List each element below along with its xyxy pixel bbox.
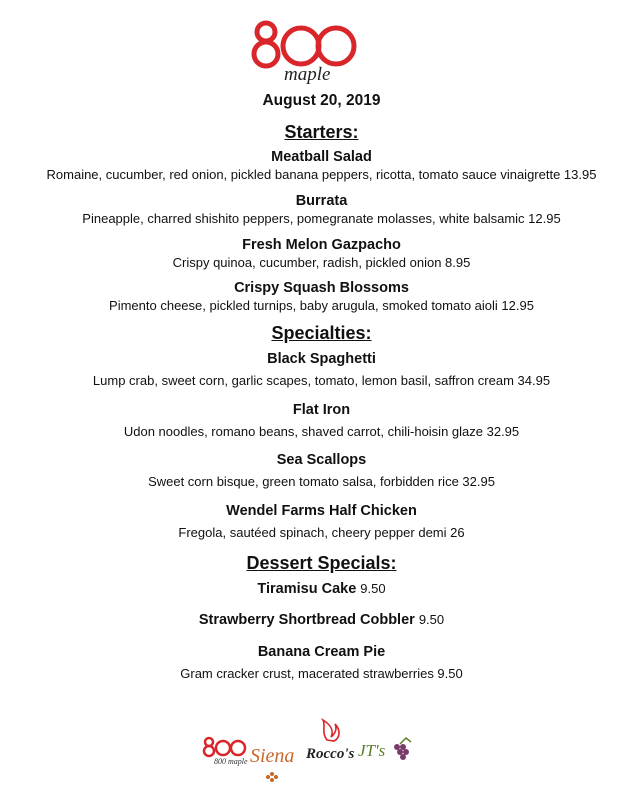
dish-name: Wendel Farms Half Chicken <box>226 503 417 519</box>
800-maple-logo <box>248 20 368 86</box>
grape-cluster-icon <box>394 744 409 760</box>
dish-description: Gram cracker crust, macerated strawberries 9.50 <box>180 666 463 681</box>
svg-text:800 maple: 800 maple <box>214 757 248 766</box>
dish-name: Meatball Salad <box>271 149 372 165</box>
dish-description: Udon noodles, romano beans, shaved carrot, chili-hoisin glaze 32.95 <box>123 424 520 439</box>
dish-description: Pineapple, charred shishito peppers, pomegranate molasses, white balsamic 12.95 <box>82 211 561 226</box>
dish-description: Lump crab, sweet corn, garlic scapes, tomato, lemon basil, saffron cream 34.95 <box>92 373 551 388</box>
siena-flower-icon <box>266 772 278 782</box>
roccos-logo: Rocco's <box>306 746 355 762</box>
dessert-item <box>0 581 643 597</box>
dish-description: Crispy quinoa, cucumber, radish, pickled onion 8.95 <box>172 255 471 270</box>
dish-description: Romaine, cucumber, red onion, pickled banana peppers, ricotta, tomato sauce vinaigrette 13.95 <box>46 167 597 182</box>
800-maple-small-logo <box>204 738 245 756</box>
dish-description: Sweet corn bisque, green tomato salsa, forbidden rice 32.95 <box>148 474 495 489</box>
dish-description: Pimento cheese, pickled turnips, baby arugula, smoked tomato aioli 12.95 <box>109 298 534 313</box>
dish-name: Strawberry Shortbread Cobbler <box>198 612 415 628</box>
svg-text:maple: maple <box>284 64 331 85</box>
section-heading-starters: Starters: <box>284 122 359 142</box>
dessert-item <box>0 612 643 628</box>
flame-icon <box>323 720 339 741</box>
section-heading-specialties: Specialties: <box>271 323 372 343</box>
siena-logo: Siena <box>250 745 295 767</box>
dish-name: Flat Iron <box>292 402 351 418</box>
dish-name: Sea Scallops <box>276 452 367 468</box>
dish-name: Crispy Squash Blossoms <box>234 280 409 296</box>
jts-logo: JT's <box>358 741 386 760</box>
dish-name: Tiramisu Cake <box>257 581 357 597</box>
dish-name: Black Spaghetti <box>267 351 376 367</box>
menu-date: August 20, 2019 <box>262 92 381 109</box>
dish-name: Fresh Melon Gazpacho <box>242 237 401 253</box>
dish-description: Fregola, sautéed spinach, cheery pepper demi 26 <box>178 525 465 540</box>
section-heading-desserts: Dessert Specials: <box>246 553 397 573</box>
dish-name: Burrata <box>295 193 348 209</box>
grape-leaf-icon <box>400 738 411 744</box>
restaurant-group-logos <box>200 718 420 788</box>
dish-price: 9.50 <box>360 581 386 596</box>
dish-name: Banana Cream Pie <box>257 644 386 660</box>
dish-price: 9.50 <box>418 612 445 627</box>
